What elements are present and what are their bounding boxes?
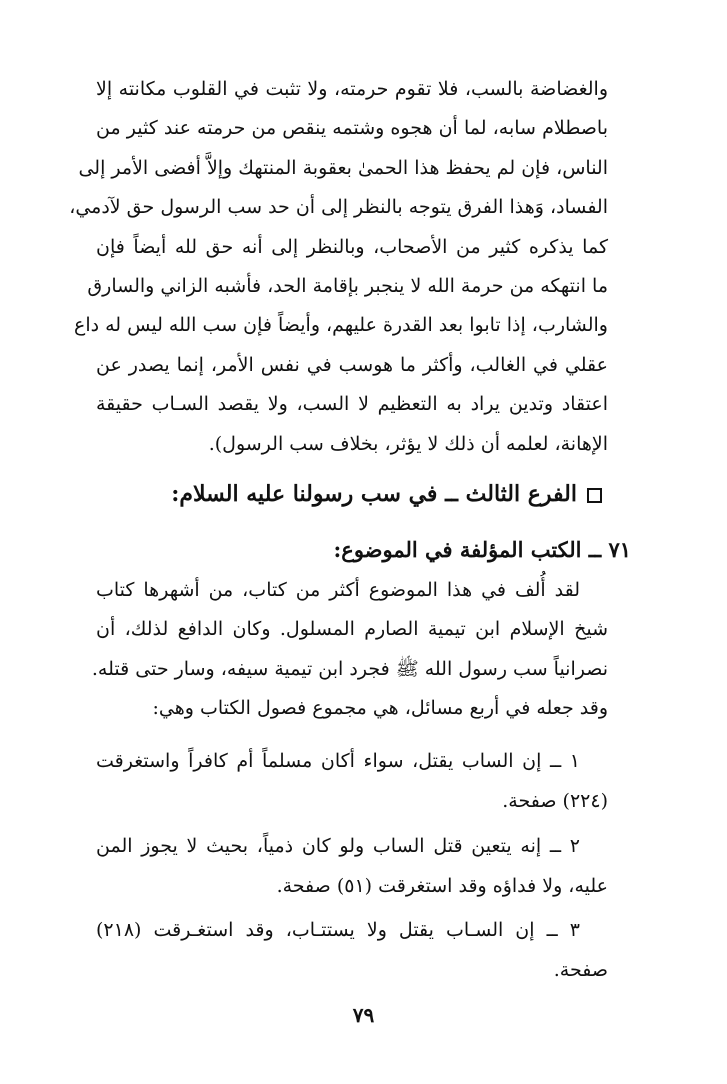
text-line: نصرانياً سب رسول الله ﷺ فجرد ابن تيمية سيفه، وسار حتى قتله. <box>91 657 608 680</box>
list-item <box>96 910 608 990</box>
section-heading: ٧١ ــ الكتب المؤلفة في الموضوع: <box>333 537 631 562</box>
text-line: وقد جعله في أربع مسائل، هي مجموع فصول الكتاب وهي: <box>152 697 608 720</box>
paragraph-books <box>91 571 608 729</box>
text-line: والغضاضة بالسب، فلا تقوم حرمته، ولا تثبت في القلوب مكانته إلا <box>96 78 608 100</box>
text-line: شيخ الإسلام ابن تيمية الصارم المسلول. وكان الدافع لذلك، أن <box>96 618 608 641</box>
text-line: الإهانة، لعلمه أن ذلك لا يؤثر، بخلاف سب الرسول). <box>208 432 608 455</box>
text-line: عليه، ولا فداؤه وقد استغرقت (٥١) صفحة. <box>276 875 608 897</box>
text-line: ٣ ــ إن السـاب يقتل ولا يستتـاب، وقد استغـرقت (٢١٨) <box>96 919 580 941</box>
text-line: صفحة. <box>553 959 608 981</box>
list-item <box>96 741 608 821</box>
text-line: كما يذكره كثير من الأصحاب، وبالنظر إلى أنه حق لله أيضاً فإن <box>96 235 608 258</box>
text-line: باصطلام سابه، لما أن هجوه وشتمه ينقص من حرمته عند كثير من <box>96 117 608 140</box>
page-number: ٧٩ <box>352 1003 375 1027</box>
list-item <box>96 826 608 906</box>
text-line: عقلي في الغالب، وأكثر ما هوسب في نفس الأمر، إنما يصدر عن <box>96 353 608 376</box>
text-line: والشارب، إذا تابوا بعد القدرة عليهم، وأيضاً فإن سب الله ليس له داع <box>74 314 608 337</box>
text-line: ما انتهكه من حرمة الله لا ينجبر بإقامة الحد، فأشبه الزاني والسارق <box>87 275 608 298</box>
text-line: (٢٢٤) صفحة. <box>502 790 608 812</box>
paragraph-continued <box>69 70 608 464</box>
text-line: الفساد، وَهذا الفرق يتوجه بالنظر إلى أن حد سب الرسول حق لآدمي، <box>69 196 608 219</box>
text-line: الناس، فإن لم يحفظ هذا الحمىٰ بعقوبة المنتهك وإلاَّ أفضى الأمر إلى <box>78 156 608 179</box>
text-line: ١ ــ إن الساب يقتل، سواء أكان مسلماً أم كافراً واستغرقت <box>96 750 580 772</box>
branch-heading <box>171 474 602 514</box>
branch-heading-text: الفرع الثالث ــ في سب رسولنا عليه السلام: <box>171 481 577 507</box>
text-line: لقد أُلف في هذا الموضوع أكثر من كتاب، من أشهرها كتاب <box>96 579 580 601</box>
text-line: ٢ ــ إنه يتعين قتل الساب ولو كان ذمياً، بحيث لا يجوز المن <box>96 835 580 857</box>
text-line: اعتقاد وتدين يراد به التعظيم لا السب، ولا يقصد السـاب حقيقة <box>96 393 608 416</box>
square-bullet-icon <box>587 488 602 503</box>
